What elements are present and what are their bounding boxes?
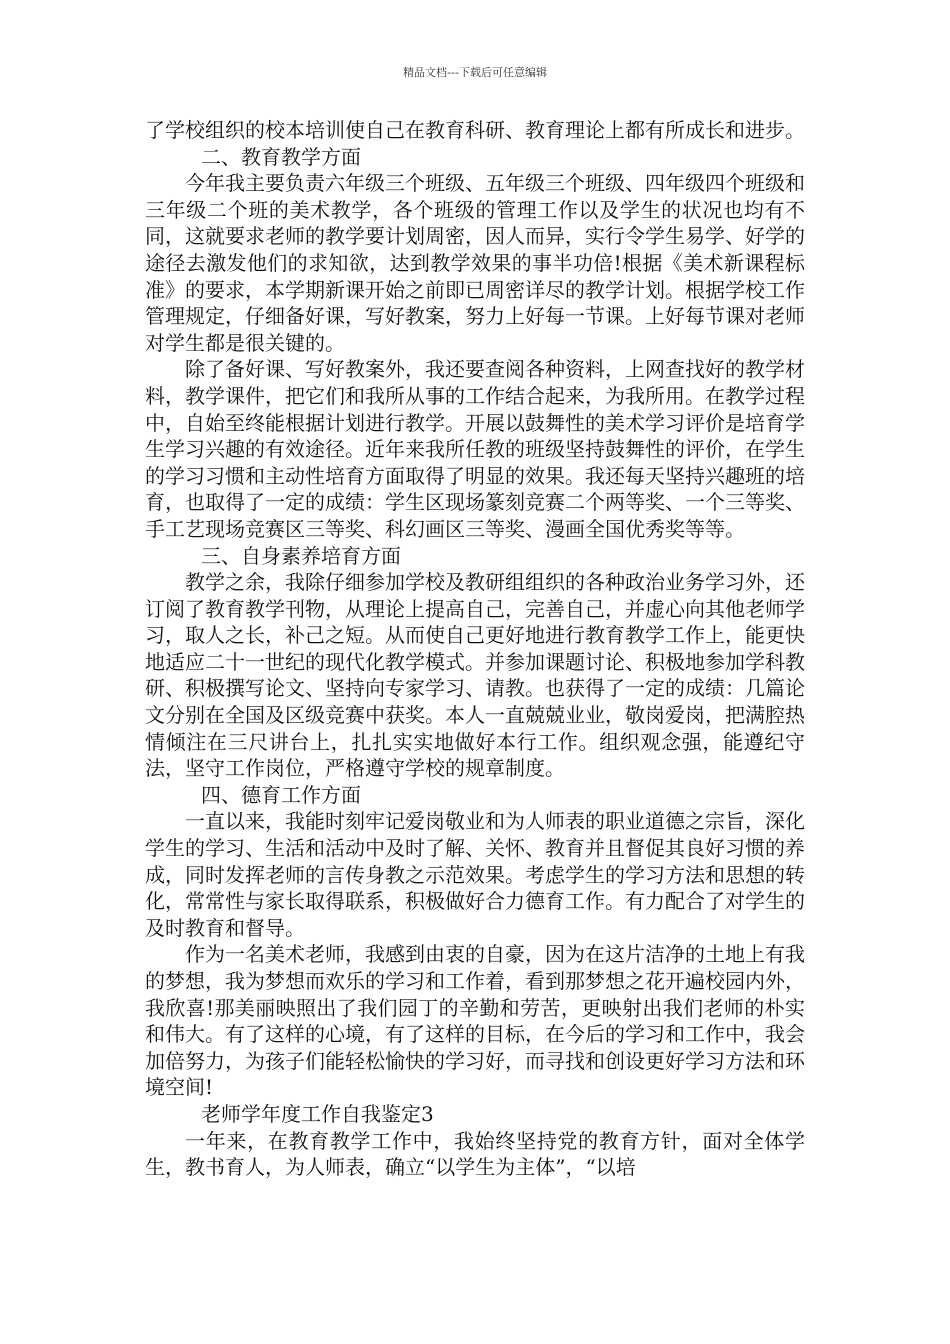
paragraph-year-summary: 一年来，在教育教学工作中，我始终坚持党的教育方针，面对全体学生，教书育人，为人师表，确立“以学生为主体”，“以培 <box>145 1128 805 1180</box>
document-body <box>145 117 805 1181</box>
paragraph-continuation: 了学校组织的校本培训使自己在教育科研、教育理论上都有所成长和进步。 <box>145 118 805 142</box>
section-heading-moral-education: 四、德育工作方面 <box>201 782 361 807</box>
paragraph-teaching-materials: 除了备好课、写好教案外，我还要查阅各种资料，上网查找好的教学材料，教学课件，把它们和我所从事的工作结合起来，为我所用。在教学过程中，自始至终能根据计划进行教学。开展以鼓舞性的美术学习评价是培育学生学习兴趣的有效途径。近年来我所任教的班级坚持鼓舞性的评价，在学生的学习习惯和主动性培育方面取得了明显的效果。我还每天坚持兴趣班的培育，也取得了一定的成绩：学生区现场篆刻竞赛二个两等奖、一个三等奖、手工艺现场竞赛区三等奖、科幻画区三等奖、漫画全国优秀奖等等。 <box>145 357 805 541</box>
section-heading-self-development: 三、自身素养培育方面 <box>201 543 401 568</box>
paragraph-moral-education: 一直以来，我能时刻牢记爱岗敬业和为人师表的职业道德之宗旨，深化学生的学习、生活和活动中及时了解、关怀、教育并且督促其良好习惯的养成，同时发挥老师的言传身教之示范效果。考虑学生的学习方法和思想的转化，常常性与家长取得联系，积极做好合力德育工作。有力配合了对学生的及时教育和督导。 <box>145 809 805 940</box>
document-subtitle: 老师学年度工作自我鉴定3 <box>201 1101 434 1126</box>
paragraph-reflection: 作为一名美术老师，我感到由衷的自豪，因为在这片洁净的土地上有我的梦想，我为梦想而欢乐的学习和工作着，看到那梦想之花开遍校园内外，我欣喜!那美丽映照出了我们园丁的辛勤和劳苦，更映射出我们老师的朴实和伟大。有了这样的心境，有了这样的目标，在今后的学习和工作中，我会加倍努力，为孩子们能轻松愉快的学习好，而寻找和创设更好学习方法和环境空间! <box>145 942 805 1100</box>
section-heading-teaching: 二、教育教学方面 <box>201 144 361 169</box>
paragraph-self-development: 教学之余，我除仔细参加学校及教研组组织的各种政治业务学习外，还订阅了教育教学刊物，从理论上提高自己，完善自己，并虚心向其他老师学习，取人之长，补己之短。从而使自己更好地进行教育教学工作上，能更快地适应二十一世纪的现代化教学模式。并参加课题讨论、积极地参加学科教研、积极撰写论文、坚持向专家学习、请教。也获得了一定的成绩：几篇论文分别在全国及区级竞赛中获奖。本人一直兢兢业业，敬岗爱岗，把满腔热情倾注在三尺讲台上，扎扎实实地做好本行工作。组织观念强，能遵纪守法，坚守工作岗位，严格遵守学校的规章制度。 <box>145 570 805 781</box>
page-header: 精品文档---下载后可任意编辑 <box>403 66 547 79</box>
paragraph-teaching-plan: 今年我主要负责六年级三个班级、五年级三个班级、四年级四个班级和三年级二个班的美术教学，各个班级的管理工作以及学生的状况也均有不同，这就要求老师的教学要计划周密，因人而异，实行令学生易学、好学的途径去激发他们的求知欲，达到教学效果的事半功倍!根据《美术新课程标准》的要求，本学期新课开始之前即已周密详尽的教学计划。根据学校工作管理规定，仔细备好课，写好教案，努力上好每一节课。上好每节课对老师对学生都是很关键的。 <box>145 171 805 355</box>
